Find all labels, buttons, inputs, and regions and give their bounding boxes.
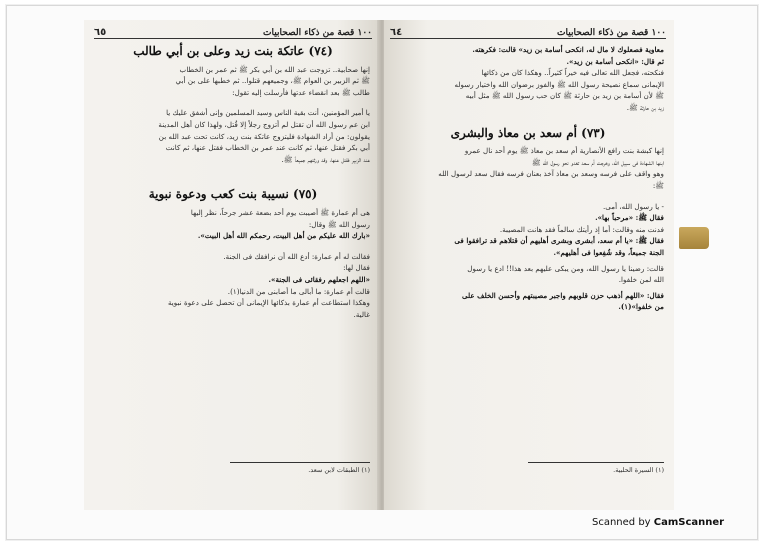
right-footnote-rule	[528, 462, 664, 463]
s74-quote-line: أبي بكر فقتل عنها، ثم كانت عند عمر بن الخطاب فقتل عنها، ثم كانت	[165, 143, 370, 153]
s73-final-line: من خلفوا»(١).	[618, 302, 664, 312]
right-header-title: ١٠٠ قصة من ذكاء الصحابيات	[557, 28, 666, 38]
s73-line: فدنت منه وقالت: أما إذ رأيتك سالماً فقد هانت المصيبة.	[499, 224, 664, 234]
watermark-brand: CamScanner	[653, 517, 725, 528]
s73-line: ﷺ:	[652, 180, 664, 190]
watermark-prefix: Scanned by	[592, 517, 651, 528]
s73-line: - يا رسول الله، أمى.	[602, 201, 664, 211]
right-page-header	[390, 22, 666, 39]
s73-line: ابنها الشهادة فى سبيل الله، وخرجت أم سعد تغدو نحو رسول الله ﷺ	[531, 157, 664, 167]
s73-line: فقال ﷺ: «مرحباً بها».	[595, 213, 664, 223]
left-footnote-rule	[230, 462, 370, 463]
s74-line: إنها صحابية.. تزوجت عبد الله بن أبي بكر ﷺ ثم عمر بن الخطاب	[179, 64, 370, 74]
right-top-line: ﷺ لأن أسامة بن زيد بن حارثة ﷺ كان حب رسول الله ﷺ مثل أبيه	[465, 91, 664, 101]
s75-more-line: قالت أم عمارة: ما أبالى ما أصابنى من الدنيا(١).	[227, 286, 370, 296]
right-page-number: ٦٤	[390, 27, 403, 38]
s74-quote-line: ابن عم رسول الله أن تقتل لم أتزوج رجلاً إلا قُتل، ولهذا كان أهل المدينة	[158, 119, 370, 129]
section-74-title: (٧٤) عاتكة بنت زيد وعلى بن أبي طالب	[133, 44, 333, 58]
s73-bold-line: الجنة جميعاً، وقد شُفِعوا فى أهليهم».	[553, 247, 664, 257]
left-header-title: ١٠٠ قصة من ذكاء الصحابيات	[263, 28, 372, 38]
s74-quote-line: عند الزبير فقتل عنها، وقد ورثتهم جميعاً ﷺ.	[281, 154, 370, 164]
s75-bold-quote: «بارك الله عليكم من أهل البيت، رحمكم الله أهل البيت».	[197, 231, 370, 241]
right-top-line: معاوية فصعلوك لا مال له، انكحى أسامة بن زيد» قالت: فكرهته.	[472, 45, 664, 54]
right-top-line: زيد بن حارثة ﷺ.	[626, 102, 664, 112]
s73-line: إنها كبشة بنت رافع الأنصارية أم سعد بن معاذ ﷺ يوم أحد نال عمرو	[464, 146, 664, 156]
bookmark-tab	[679, 227, 709, 249]
s74-line: طالب ﷺ بعد انقضاء عدتها فأرسلت إليه تقول:	[232, 87, 370, 97]
left-page-number: ٦٥	[94, 27, 107, 38]
s75-more-line: وهكذا استطاعت أم عمارة بذكائها الإيمانى أن تحصل على دعوة نبوية	[167, 298, 370, 308]
s73-more-line: قالت: رضينا يا رسول الله، ومن يبكى عليهم بعد هذا!! ادع يا رسول	[467, 263, 664, 273]
s73-line: وهو واقف على فرسه وسعد بن معاذ آخذ بعنان فرسه فقال سعد لرسول الله	[438, 169, 664, 179]
s75-line: رسول الله ﷺ وقال:	[308, 219, 370, 229]
s75-more-line: «اللهم اجعلهم رفقائى فى الجنة».	[268, 274, 370, 284]
right-footnote: (١) السيرة الحلبية.	[613, 466, 664, 474]
left-page-header	[94, 22, 372, 39]
s73-bold-line: فقال ﷺ: «يا أم سعد، أبشرى وبشرى أهليهم أن قتلاهم قد ترافقوا فى	[454, 236, 664, 246]
s75-line: هى أم عمارة ﷺ أصيبت يوم أحد بضعة عشر جرحاً، نظر إليها	[190, 207, 370, 217]
left-footnote: (١) الطبقات لابن سعد.	[308, 466, 370, 474]
s74-quote-line: يقولون: من أراد الشهادة فليتزوج عاتكة بنت زيد، كانت تحت عبد الله بن	[158, 131, 370, 141]
s74-line: ﷺ ثم الزبير بن العوام ﷺ، وجميعهم قتلوا.. ثم خطبها على بن أبي	[175, 76, 370, 86]
s73-more-line: الله لمن خلفوا.	[618, 275, 664, 285]
s75-more-line: فقالت له أم عمارة: أدع الله أن نرافقك فى الجنة.	[223, 251, 370, 261]
section-75-title: (٧٥) نسيبة بنت كعب ودعوة نبوية	[148, 187, 318, 202]
left-page-body	[96, 44, 370, 320]
s75-more-line: غالية.	[353, 309, 370, 319]
right-top-line: فنكحته، فجعل الله تعالى فيه خيراً كثيراً.. وهكذا كان من ذكائها	[481, 68, 664, 78]
right-page-body	[392, 44, 664, 313]
camscanner-watermark	[592, 517, 724, 528]
section-73-title: (٧٣) أم سعد بن معاذ والبشرى	[450, 125, 606, 140]
s73-final-line: فقال: «اللهم أذهب حزن قلوبهم واجبر مصيبتهم وأحسن الخلف على	[461, 290, 664, 300]
right-top-line: ثم قال: «انكحى أسامة بن زيد».	[566, 56, 664, 66]
s75-more-line: فقال لها:	[343, 263, 370, 273]
s74-quote-line: يا أمير المؤمنين، أنت بقية الناس وسيد المسلمين وإنى أشفق عليك يا	[166, 108, 370, 118]
right-top-line: الإيمانى سماع نصيحة رسول الله ﷺ والفوز برضوان الله واختيار رسوله	[454, 79, 664, 89]
